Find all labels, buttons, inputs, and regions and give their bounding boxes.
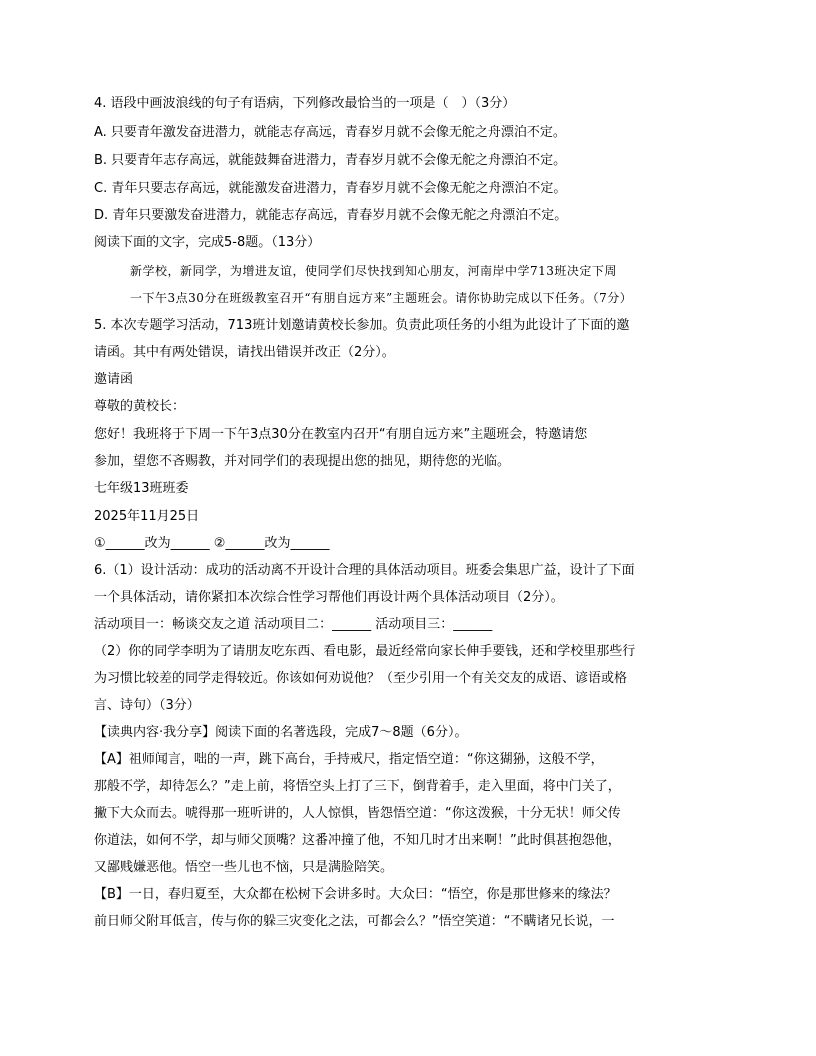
q4-option-b: B. 只要青年志存高远，就能鼓舞奋进潜力，青春岁月就不会像无舵之舟漂泊不定。 bbox=[94, 153, 567, 168]
q6-line-1: 6.（1）设计活动：成功的活动离不开设计合理的具体活动项目。班委会集思广益，设计了下面 bbox=[94, 563, 635, 578]
q5-answer-blanks: ①______改为______ ②______改为______ bbox=[94, 536, 330, 551]
invitation-title: 邀请函 bbox=[94, 372, 134, 387]
passage-a-line-1: 【A】祖师闻言，咄的一声，跳下高台，手持戒尺，指定悟空道：“你这猢狲，这般不学， bbox=[94, 752, 604, 767]
passage-a-line-2: 那般不学，却待怎么？”走上前，将悟空头上打了三下，倒背着手，走入里面，将中门关了， bbox=[94, 779, 621, 794]
invitation-date: 2025年11月25日 bbox=[94, 509, 200, 524]
q6-line-3: 活动项目一：畅谈交友之道 活动项目二：______ 活动项目三：______ bbox=[94, 617, 493, 632]
q6-line-4: （2）你的同学李明为了请朋友吃东西、看电影，最近经常向家长伸手要钱，还和学校里那些行 bbox=[94, 644, 636, 659]
q4-option-c: C. 青年只要志存高远，就能激发奋进潜力，青春岁月就不会像无舵之舟漂泊不定。 bbox=[94, 181, 567, 196]
scenario-line-2: 一下午3点30分在班级教室召开“有朋自远方来”主题班会。请你协助完成以下任务。（7分） bbox=[130, 291, 633, 305]
q4-stem: 4. 语段中画波浪线的句子有语病，下列修改最恰当的一项是（ ）（3分） bbox=[94, 96, 516, 111]
q6-line-6: 言、诗句）（3分） bbox=[94, 698, 200, 713]
q5-line-1: 5. 本次专题学习活动，713班计划邀请黄校长参加。负责此项任务的小组为此设计了下面的邀 bbox=[94, 318, 630, 333]
scenario-line-1: 新学校，新同学，为增进友谊，使同学们尽快找到知心朋友，河南岸中学713班决定下周 bbox=[130, 264, 617, 278]
passage-a-line-3: 撇下大众而去。唬得那一班听讲的，人人惊惧，皆怨悟空道：“你这泼猴，十分无状！师父传 bbox=[94, 806, 621, 821]
invitation-salutation: 尊敬的黄校长： bbox=[94, 399, 186, 414]
q4-option-a: A. 只要青年激发奋进潜力，就能志存高远，青春岁月就不会像无舵之舟漂泊不定。 bbox=[94, 125, 566, 140]
invitation-body-1: 您好！我班将于下周一下午3点30分在教室内召开“有朋自远方来”主题班会，特邀请您 bbox=[94, 427, 588, 442]
classic-intro: 【读典内容·我分享】阅读下面的名著选段，完成7～8题（6分）。 bbox=[94, 725, 468, 740]
reading-intro: 阅读下面的文字，完成5-8题。（13分） bbox=[94, 235, 321, 250]
q4-option-d: D. 青年只要激发奋进潜力，就能志存高远，青春岁月就不会像无舵之舟漂泊不定。 bbox=[94, 208, 568, 223]
q6-line-2: 一个具体活动，请你紧扣本次综合性学习帮他们再设计两个具体活动项目（2分）。 bbox=[94, 590, 564, 605]
passage-a-line-4: 你道法，如何不学，却与师父顶嘴？这番冲撞了他，不知几时才出来啊！”此时俱甚抱怨他， bbox=[94, 833, 621, 848]
q5-line-2: 请函。其中有两处错误，请找出错误并改正（2分）。 bbox=[94, 345, 395, 360]
passage-b-line-2: 前日师父附耳低言，传与你的躲三灾变化之法，可都会么？”悟空笑道：“不瞒诸兄长说，一 bbox=[94, 914, 615, 929]
passage-b-line-1: 【B】一日，春归夏至，大众都在松树下会讲多时。大众曰：“悟空，你是那世修来的缘法？ bbox=[94, 887, 617, 902]
passage-a-line-5: 又鄙贱嫌恶他。悟空一些儿也不恼，只是满脸陪笑。 bbox=[94, 860, 394, 875]
q6-line-5: 为习惯比较差的同学走得较近。你该如何劝说他？（至少引用一个有关交友的成语、谚语或格 bbox=[94, 671, 628, 686]
invitation-body-2: 参加，望您不吝赐教，并对同学们的表现提出您的拙见，期待您的光临。 bbox=[94, 454, 511, 469]
invitation-signature: 七年级13班班委 bbox=[94, 481, 189, 496]
